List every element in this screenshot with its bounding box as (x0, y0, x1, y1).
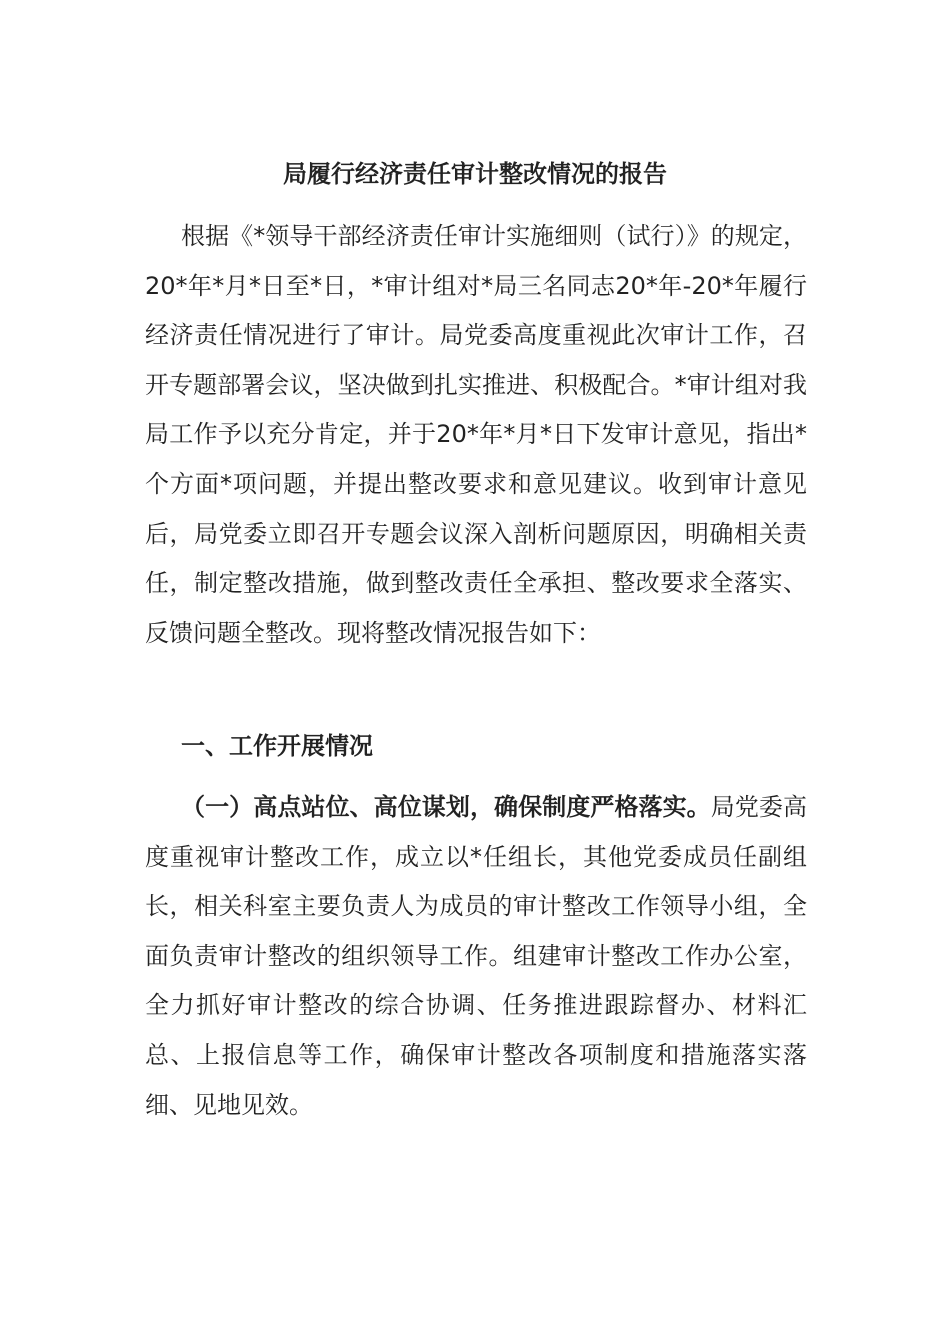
intro-paragraph: 根据《*领导干部经济责任审计实施细则（试行）》的规定，20*年*月*日至*日，*审计组对*局三名同志20*年-20*年履行经济责任情况进行了审计。局党委高度重视此次审计工作，召开专题部署会议，坚决做到扎实推进、积极配合。*审计组对我局工作予以充分肯定，并于20*年*月*日下发审计意见，指出*个方面*项问题，并提出整改要求和意见建议。收到审计意见后，局党委立即召开专题会议深入剖析问题原因，明确相关责任，制定整改措施，做到整改责任全承担、整改要求全落实、反馈问题全整改。现将整改情况报告如下： (145, 222, 807, 647)
document-title: 局履行经济责任审计整改情况的报告 (283, 160, 667, 188)
subsection-text: 局党委高度重视审计整改工作，成立以*任组长，其他党委成员任副组长，相关科室主要负责人为成员的审计整改工作领导小组，全面负责审计整改的组织领导工作。组建审计整改工作办公室，全力抓好审计整改的综合协调、任务推进跟踪督办、材料汇总、上报信息等工作，确保审计整改各项制度和措施落实落细、见地见效。 (145, 793, 808, 1119)
subsection-lead: （一）高点站位、高位谋划，确保制度严格落实。 (181, 793, 711, 821)
subsection-paragraph (145, 783, 807, 1130)
section-heading: 一、工作开展情况 (181, 732, 373, 760)
